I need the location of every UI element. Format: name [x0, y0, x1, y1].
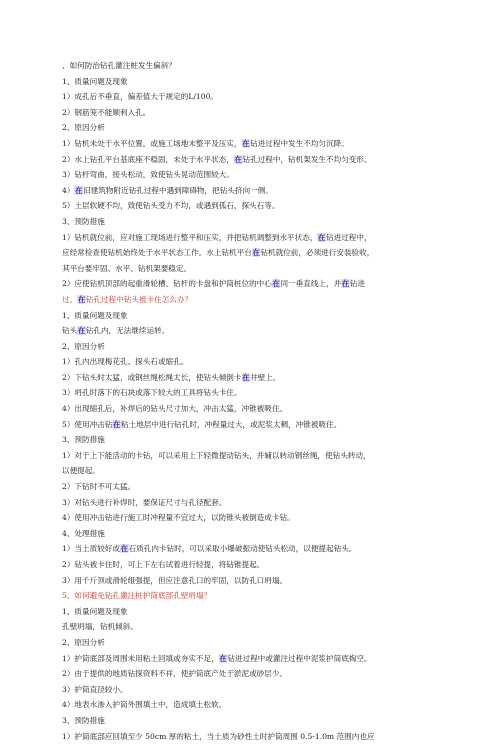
text-line: 以便提起。: [62, 466, 100, 476]
text-line: 2）钻头被卡住时，可上下左右试着进行轻提，将钻锥提起。: [62, 560, 265, 569]
text-line: 5）土层软硬不均，致使钻头受力不均，或遇到孤石，探头石等。: [62, 201, 280, 211]
text-line: 3、预防措施: [62, 435, 105, 445]
search-highlight: 在: [242, 138, 250, 148]
text-line: 1）护筒底部及周围未用粘土回填或夯实不足，在钻进过程中或灌注过程中泥浆护筒底掏空。: [62, 653, 372, 663]
search-highlight: 在: [120, 544, 129, 554]
text-line: 1、质量问题及现象: [62, 310, 128, 320]
search-highlight: 在: [341, 279, 350, 289]
text-line: 1、质量问题及现象: [62, 76, 128, 86]
section-heading: 5、如何避免钻孔灌注桩护筒底部孔壁坍塌？: [62, 591, 212, 601]
text-line: 4）使用冲击钻进行施工时冲程量不宜过大，以防锥头被倒造成卡钻。: [62, 513, 295, 523]
text-line: 1）护筒底部应回填至少 50cm 厚的粘土，当土质为砂性土时护筒周围 0.5-1.0m 范围内也应: [62, 731, 375, 741]
text-line: 4）在旧建筑物附近钻孔过程中遇到障碍物，把钻头挤向一侧。: [62, 185, 273, 195]
text-line: 2、原因分析: [62, 123, 105, 133]
text-line: 5）使用冲击钻在粘土地层中进行钻孔时，冲程量过大，或泥浆太稠，冲锥被吸住。: [62, 419, 342, 429]
text-line: 2）水上钻孔平台基底座不稳固，未处于水平状态，在钻孔过程中，钻机架发生不均匀变形。: [62, 154, 372, 164]
section-heading: 过、在钻孔过程中钻头被卡住怎么办？: [62, 294, 193, 304]
text-line: 3、预防措施: [62, 715, 105, 725]
search-highlight: 在: [112, 419, 121, 429]
search-highlight: 在: [272, 279, 280, 289]
search-highlight: 在: [234, 154, 242, 164]
text-line: 2）下钻时不可太猛。: [62, 482, 136, 492]
search-highlight: 在: [77, 326, 86, 336]
text-line: 3）用千斤顶或滑轮组强提，但应注意孔口的牢固，以防孔口坍塌。: [62, 575, 288, 585]
text-line: 1）当土质较好或在石质孔内卡钻时，可以采取小爆破振动使钻头松动，以便提起钻头。: [62, 544, 357, 554]
text-line: 2）钢筋笼不能顺利入孔。: [62, 107, 151, 117]
text-line: 3）钻杆弯曲，接头松动，致使钻头晃动范围较大。: [62, 170, 234, 180]
text-line: 1）对于上下能活动的卡钻，可以采用上下轻微提动钻头，并辅以转动钢丝绳，使钻头转动，: [62, 450, 371, 460]
search-highlight: 在: [219, 653, 227, 663]
text-line: 3）对钻头进行补焊时，要保证尺寸与孔径配套。: [62, 497, 227, 507]
text-line: 4）出现缩孔后，补焊后的钻头尺寸加大，冲击太猛，冲锥被吸住。: [62, 404, 288, 414]
search-highlight: 在: [74, 185, 83, 195]
text-line: 1）钻机就位前，应对施工现场进行整平和压实，并把钻机调整到水平状态，在钻进过程中，: [62, 232, 372, 242]
text-line: 1）孔内出现梅花孔、探头石或缩孔。: [62, 357, 189, 367]
text-line: 2、原因分析: [62, 341, 105, 351]
text-line: 3）坍孔时落下的石块或落下较大的工具将钻头卡住。: [62, 388, 242, 398]
text-line: 2）下钻头时太猛，或钢丝绳松绳太长，使钻头倾倒卡在井壁上。: [62, 372, 281, 382]
text-line: 1）钻机未处于水平位置，或施工场地未整平及压实，在钻进过程中发生不均匀沉降。: [62, 138, 349, 148]
text-line: 4、处理措施: [62, 528, 105, 538]
text-line: 4）地表水渗入护筒外围填土中，造成填土松软。: [62, 700, 227, 710]
search-highlight: 在: [252, 248, 260, 258]
search-highlight: 在: [242, 372, 250, 382]
text-line: 2）应使钻机顶部的起重滑轮槽、钻杆的卡盘和护筒桩位的中心在同一垂直线上，并在钻进: [62, 279, 365, 289]
text-line: 钻头在钻孔内，无法继续运转。: [62, 326, 170, 336]
text-line: 2、原因分析: [62, 637, 105, 647]
text-line: 、如何防治钻孔灌注桩发生偏斜？: [62, 61, 176, 70]
text-line: 2）由于提供的地质钻探资料不祥，使护筒底产处于淤泥或砂层少。: [62, 669, 288, 679]
text-line: 孔壁坍塌，钻机倾斜。: [62, 622, 138, 632]
search-highlight: 在: [317, 232, 326, 242]
text-line: 应经常检查使钻机始终处于水平状态工作。水上钻机平台在钻机就位前，必须进行安装验收，: [62, 248, 375, 258]
text-line: 3）护筒直径较小。: [62, 684, 128, 694]
text-line: 1）成孔后不垂直，偏差值大于规定的L/100。: [62, 92, 219, 102]
search-highlight: 在: [77, 294, 86, 304]
text-line: 其平台要牢固、水平、钻机架要稳定。: [62, 263, 192, 273]
text-line: 1、质量问题及现象: [62, 606, 128, 616]
text-line: 3、预防措施: [62, 216, 105, 226]
